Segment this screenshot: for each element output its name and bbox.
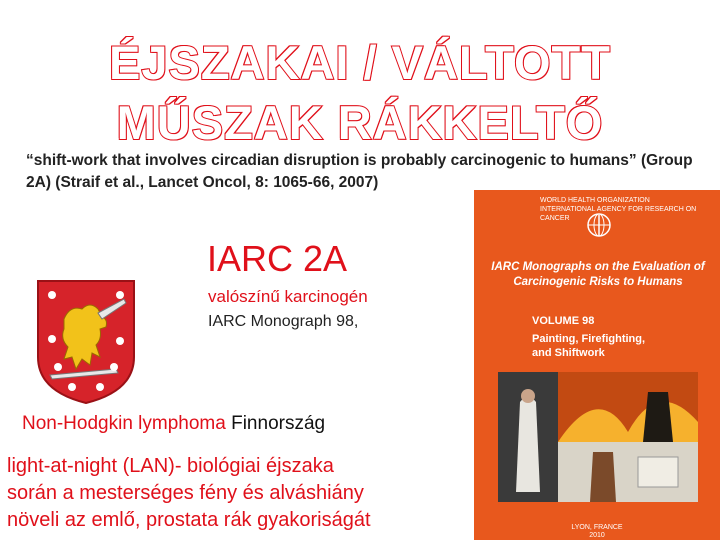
quote-text: “shift-work that involves circadian disruption is probably carcinogenic to humans” (Group 2A) (Straif et al., Lancet Oncol, 8: 1065-66, 2007) <box>26 152 693 191</box>
cover-topic-line-1: Painting, Firefighting, <box>532 333 646 345</box>
cover-org-line-2: INTERNATIONAL AGENCY FOR RESEARCH ON CANCER <box>540 206 697 222</box>
nhl-finland-line <box>22 413 325 435</box>
monograph-cover-image <box>474 190 720 540</box>
cover-organization <box>540 196 720 223</box>
monograph-label: IARC Monograph 98, <box>208 313 359 330</box>
cover-series-line-1: IARC Monographs on the Evaluation of <box>491 261 705 273</box>
cover-series-line-2: Carcinogenic Risks to Humans <box>513 276 683 288</box>
nhl-text: Non-Hodgkin lymphoma <box>22 413 226 434</box>
cover-volume: VOLUME 98 <box>532 315 595 327</box>
lan-line-1: light-at-night (LAN)- biológiai éjszaka <box>7 455 334 477</box>
who-emblem-icon <box>586 212 612 238</box>
title-line-1: ÉJSZAKAI / VÁLTOTT <box>109 36 611 89</box>
lan-paragraph <box>7 453 477 534</box>
lan-line-3: növeli az emlő, prostata rák gyakoriságát <box>7 509 371 531</box>
cover-series-title <box>480 260 716 290</box>
cover-topic <box>532 332 645 360</box>
title-line-2: MŰSZAK RÁKKELTŐ <box>116 96 604 149</box>
classification-heading: IARC 2A <box>207 238 348 279</box>
cover-city: LYON, FRANCE <box>571 524 623 531</box>
cover-imprint <box>474 524 720 540</box>
cover-org-line-1: WORLD HEALTH ORGANIZATION <box>540 197 650 204</box>
probable-carcinogen-label: valószínű karcinogén <box>208 287 368 306</box>
cover-year: 2010 <box>589 532 605 539</box>
cover-photo-collage <box>498 372 698 502</box>
cover-topic-line-2: and Shiftwork <box>532 347 605 359</box>
lan-line-2: során a mesterséges fény és alváshiány <box>7 482 364 504</box>
finnish-coat-of-arms-icon <box>36 279 136 405</box>
finland-text: Finnország <box>231 413 326 434</box>
